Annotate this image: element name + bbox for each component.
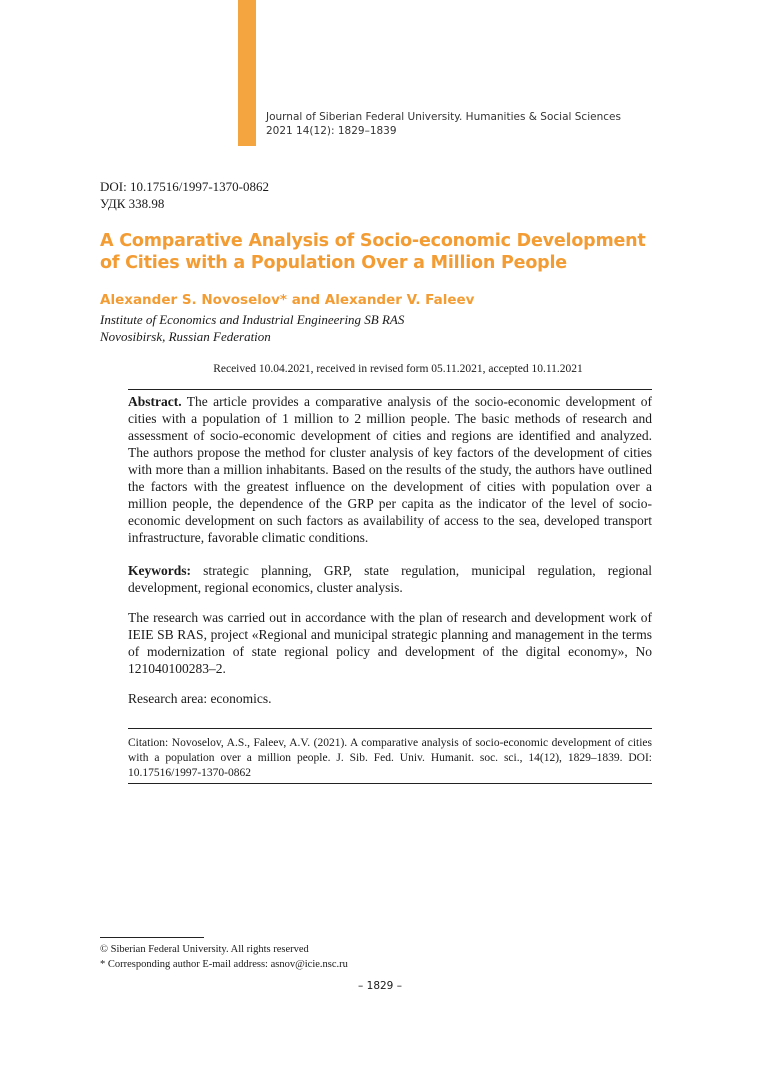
affiliation-line-1: Institute of Economics and Industrial Engineering SB RAS bbox=[100, 312, 405, 327]
copyright-note: © Siberian Federal University. All rights reserved bbox=[100, 944, 309, 955]
journal-issue: 2021 14(12): 1829–1839 bbox=[266, 125, 397, 137]
abstract-section bbox=[128, 393, 652, 546]
citation-top-rule bbox=[128, 728, 652, 729]
page-number: – 1829 – bbox=[358, 980, 402, 992]
keywords-section bbox=[128, 562, 652, 596]
keywords-paragraph bbox=[128, 562, 652, 596]
keywords-text: strategic planning, GRP, state regulation, municipal regulation, regional development, regional economics, cluster analysis. bbox=[128, 563, 652, 595]
article-title bbox=[100, 230, 660, 274]
footnote-rule bbox=[100, 937, 204, 938]
title-line-1: A Comparative Analysis of Socio-economic Development bbox=[100, 231, 646, 251]
journal-accent-bar bbox=[238, 0, 256, 146]
abstract-label: Abstract. bbox=[128, 394, 182, 409]
corresponding-author-note: * Corresponding author E-mail address: asnov@icie.nsc.ru bbox=[100, 959, 348, 970]
article-identifiers bbox=[100, 178, 269, 212]
abstract-text: The article provides a comparative analysis of the socio-economic development of cities with a population of 1 million to 2 million people. The basic methods of research and assessment of socio-economic development of cities and regions are identified and analyzed. The authors propose the method for cluster analysis of key factors of the development of cities with more than a million inhabitants. Based on the results of the study, the authors have outlined the factors with the greatest influence on the development of cities with population over a million people, the dependence of the GRP per capita as the indicator of the level of socio-economic development on such factors as availability of access to the sea, developed transport infrastructure, favorable climatic conditions. bbox=[128, 394, 652, 545]
journal-header bbox=[266, 110, 621, 138]
authors: Alexander S. Novoselov* and Alexander V. Faleev bbox=[100, 292, 475, 308]
doi[interactable]: DOI: 10.17516/1997-1370-0862 bbox=[100, 179, 269, 194]
abstract-paragraph bbox=[128, 393, 652, 546]
keywords-label: Keywords: bbox=[128, 563, 191, 578]
research-area: Research area: economics. bbox=[128, 691, 272, 706]
citation: Citation: Novoselov, A.S., Faleev, A.V. (2021). A comparative analysis of socio-economic development of cities with a population over a million people. J. Sib. Fed. Univ. Humanit. soc. sci., 14(12), 1829–1839. DOI: 10.17516/1997-1370-0862 bbox=[128, 737, 652, 779]
affiliation bbox=[100, 311, 404, 345]
title-line-2: of Cities with a Population Over a Million People bbox=[100, 253, 567, 273]
affiliation-line-2: Novosibirsk, Russian Federation bbox=[100, 329, 271, 344]
received-dates: Received 10.04.2021, received in revised form 05.11.2021, accepted 10.11.2021 bbox=[213, 363, 583, 375]
funding-section bbox=[128, 609, 652, 677]
research-area-section bbox=[128, 690, 652, 707]
footnotes bbox=[100, 942, 348, 972]
udk: УДК 338.98 bbox=[100, 196, 165, 211]
citation-bottom-rule bbox=[128, 783, 652, 784]
journal-name: Journal of Siberian Federal University. Humanities & Social Sciences bbox=[266, 111, 621, 123]
abstract-top-rule bbox=[128, 389, 652, 390]
funding-text: The research was carried out in accordance with the plan of research and development work of IEIE SB RAS, project «Regional and municipal strategic planning and management in the terms of modernization of state regional policy and development of the digital economy», No 121040100283–2. bbox=[128, 610, 652, 676]
